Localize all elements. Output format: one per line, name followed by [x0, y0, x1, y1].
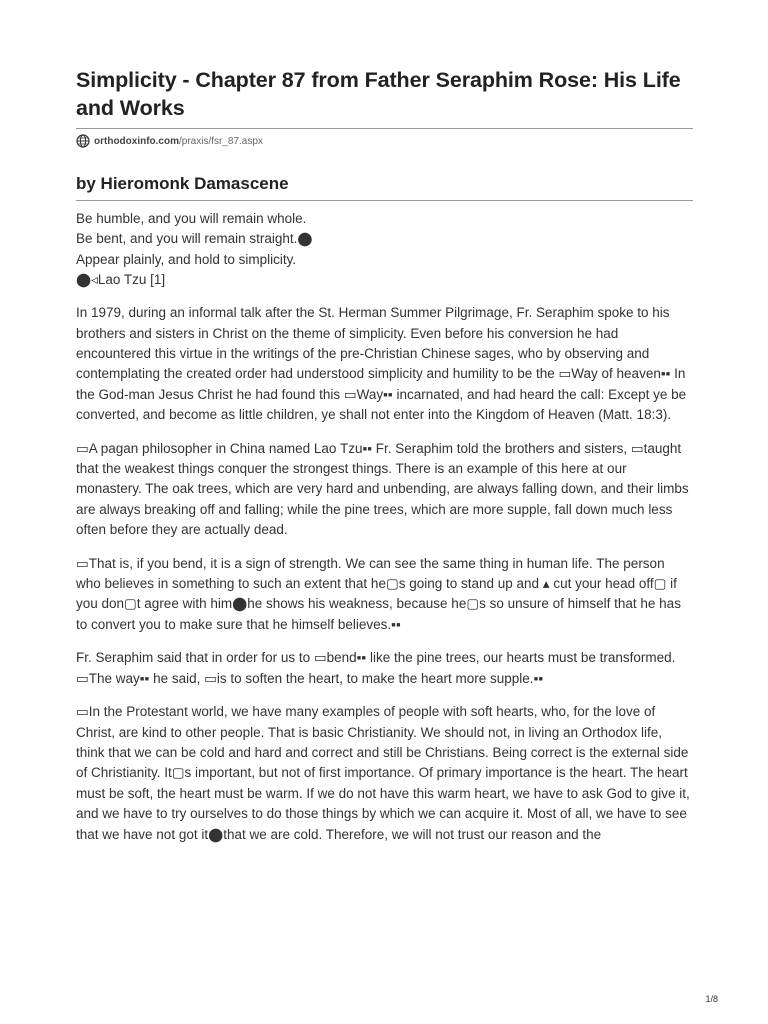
source-path[interactable]: /praxis/fsr_87.aspx [179, 135, 263, 147]
page-title: Simplicity - Chapter 87 from Father Seraphim Rose: His Life and Works [76, 68, 681, 120]
document-page [76, 66, 693, 845]
byline-divider [76, 200, 693, 201]
body-paragraph: Fr. Seraphim said that in order for us to ▭bend▪▪ like the pine trees, our hearts must be transformed. ▭The way▪▪ he said, ▭is to soften the heart, to make the heart more supple.▪▪ [76, 650, 676, 686]
epigraph-line: Appear plainly, and hold to simplicity. [76, 251, 297, 267]
epigraph-attribution: ⬤◃Lao Tzu [1] [76, 271, 166, 287]
body-paragraph: In 1979, during an informal talk after the St. Herman Summer Pilgrimage, Fr. Seraphim spoke to his brothers and sisters in Christ on the theme of simplicity. Even before his conversion he had encountered this virtue in the writings of the pre-Christian Chinese sages, who by observing and contemplating the created order had understood simplicity and humility to be the ▭Way of heaven▪▪ In the God-man Jesus Christ he had found this ▭Way▪▪ incarnated, and had heard the call: Except ye be converted, and become as little children, ye shall not enter into the Kingdom of Heaven (Matt. 18:3). [76, 305, 687, 423]
byline-heading: by Hieromonk Damascene [76, 174, 289, 193]
title-divider [76, 128, 693, 129]
epigraph [76, 209, 693, 290]
epigraph-line: Be humble, and you will remain whole. [76, 211, 307, 226]
body-paragraph: ▭That is, if you bend, it is a sign of strength. We can see the same thing in human life. The person who believes in something to such an extent that he▢s going to stand up and ▴ cut your head off▢ if you don▢t agree with him⬤he shows his weakness, because he▢s so unsure of himself that he has to convert you to make sure that he himself believes.▪▪ [76, 555, 681, 632]
globe-icon [76, 134, 90, 148]
body-paragraph: ▭In the Protestant world, we have many examples of people with soft hearts, who, for the love of Christ, are kind to other people. That is basic Christianity. We should not, in living an Orthodox life, think that we can be cold and hard and correct and still be Christians. Being correct is the external side of Christianity. It▢s important, but not of first importance. Of primary importance is the heart. The heart must be soft, the heart must be warm. If we do not have this warm heart, we have to ask God to give it, and we have to try ourselves to do those things by which we can acquire it. Most of all, we have to see that we have not got it⬤that we are cold. Therefore, we will not trust our reason and the [76, 704, 690, 842]
body-paragraph: ▭A pagan philosopher in China named Lao Tzu▪▪ Fr. Seraphim told the brothers and sisters, ▭taught that the weakest things conquer the strongest things. There is an example of this here at our monastery. The oak trees, which are very hard and unbending, are always falling down, and their limbs are always breaking off and falling; while the pine trees, which are more supple, fall down much less often before they are actually dead. [76, 440, 689, 538]
source-domain-link[interactable]: orthodoxinfo.com [94, 135, 179, 147]
epigraph-line: Be bent, and you will remain straight.⬤ [76, 231, 313, 247]
page-number: 1/8 [705, 994, 718, 1004]
source-line [76, 133, 693, 149]
